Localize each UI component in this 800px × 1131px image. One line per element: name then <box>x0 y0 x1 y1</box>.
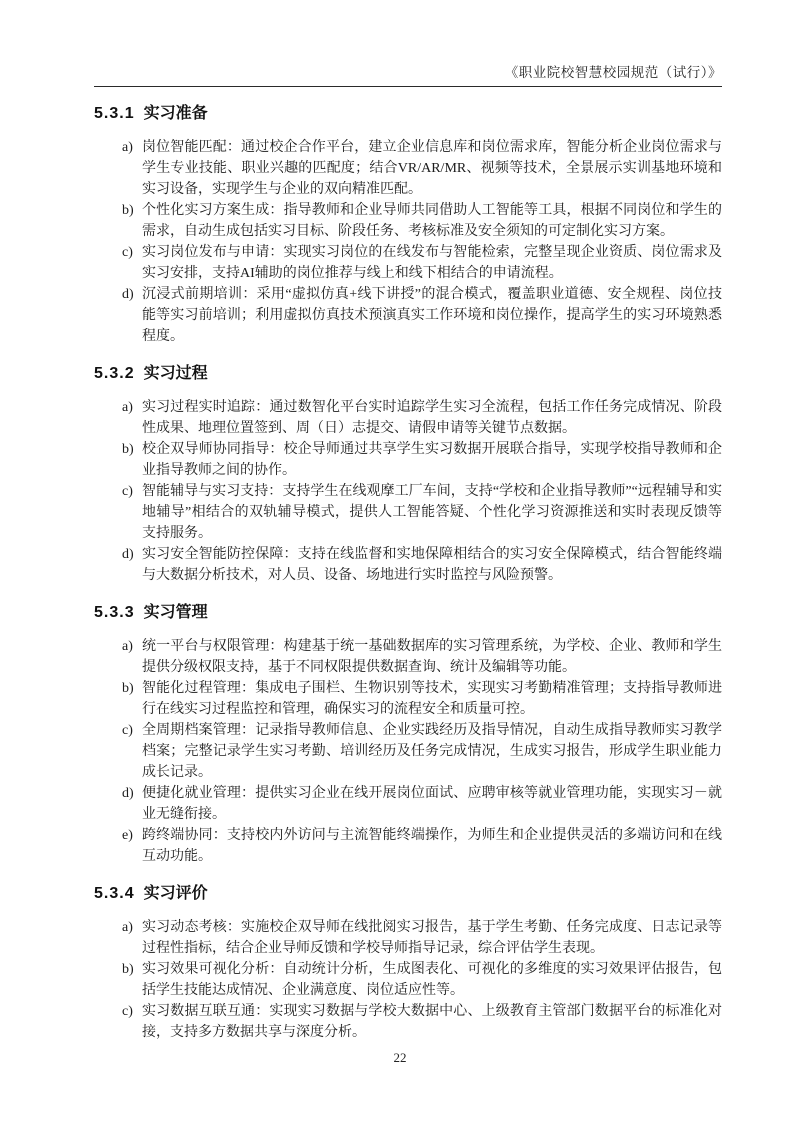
item-label: d) <box>122 547 134 562</box>
page-number: 22 <box>393 1050 407 1065</box>
item-label: a) <box>122 140 133 155</box>
item-text: 便捷化就业管理：提供实习企业在线开展岗位面试、应聘审核等就业管理功能，实现实习－就业无缝衔接。 <box>142 786 722 822</box>
section-5.3.3 <box>94 603 722 867</box>
item-label: b) <box>122 962 134 977</box>
list-item <box>122 397 722 439</box>
section-number: 5.3.2 <box>94 365 135 382</box>
item-text: 实习动态考核：实施校企双导师在线批阅实习报告，基于学生考勤、任务完成度、日志记录等过程性指标，结合企业导师反馈和学校导师指导记录，综合评估学生表现。 <box>142 920 722 956</box>
document-body <box>94 104 722 1043</box>
item-label: b) <box>122 203 134 218</box>
item-label: c) <box>122 484 133 499</box>
section-number: 5.3.3 <box>94 604 135 621</box>
list-item <box>122 678 722 720</box>
section-heading <box>94 884 722 904</box>
item-label: a) <box>122 920 133 935</box>
list-item <box>122 636 722 678</box>
item-text: 实习过程实时追踪：通过数智化平台实时追踪学生实习全流程，包括工作任务完成情况、阶段性成果、地理位置签到、周（日）志提交、请假申请等关键节点数据。 <box>142 400 722 436</box>
item-list <box>94 397 722 586</box>
list-item <box>122 1001 722 1043</box>
item-label: e) <box>122 828 133 843</box>
section-title: 实习管理 <box>143 604 208 621</box>
section-number: 5.3.1 <box>94 105 135 122</box>
item-label: b) <box>122 681 134 696</box>
item-label: d) <box>122 287 134 302</box>
item-label: a) <box>122 639 133 654</box>
item-text: 个性化实习方案生成：指导教师和企业导师共同借助人工智能等工具，根据不同岗位和学生的需求，自动生成包括实习目标、阶段任务、考核标准及安全须知的可定制化实习方案。 <box>142 203 722 239</box>
item-text: 实习数据互联互通：实现实习数据与学校大数据中心、上级教育主管部门数据平台的标准化对接，支持多方数据共享与深度分析。 <box>142 1004 722 1040</box>
section-title: 实习准备 <box>143 105 208 122</box>
item-text: 全周期档案管理：记录指导教师信息、企业实践经历及指导情况，自动生成指导教师实习教学档案；完整记录学生实习考勤、培训经历及任务完成情况，生成实习报告，形成学生职业能力成长记录。 <box>142 723 722 780</box>
page-footer <box>0 1050 800 1066</box>
list-item <box>122 200 722 242</box>
page-header <box>94 0 722 87</box>
item-text: 跨终端协同：支持校内外访问与主流智能终端操作，为师生和企业提供灵活的多端访问和在线互动功能。 <box>142 828 722 864</box>
list-item <box>122 783 722 825</box>
item-list <box>94 636 722 867</box>
list-item <box>122 825 722 867</box>
section-heading <box>94 603 722 623</box>
list-item <box>122 439 722 481</box>
list-item <box>122 544 722 586</box>
section-title: 实习评价 <box>143 885 208 902</box>
item-text: 统一平台与权限管理：构建基于统一基础数据库的实习管理系统，为学校、企业、教师和学生提供分级权限支持，基于不同权限提供数据查询、统计及编辑等功能。 <box>142 639 722 675</box>
section-heading <box>94 104 722 124</box>
header-rule <box>94 86 722 87</box>
list-item <box>122 284 722 347</box>
item-text: 实习岗位发布与申请：实现实习岗位的在线发布与智能检索，完整呈现企业资质、岗位需求及实习安排，支持AI辅助的岗位推荐与线上和线下相结合的申请流程。 <box>142 245 722 281</box>
item-text: 实习安全智能防控保障：支持在线监督和实地保障相结合的实习安全保障模式，结合智能终端与大数据分析技术，对人员、设备、场地进行实时监控与风险预警。 <box>142 547 722 583</box>
list-item <box>122 137 722 200</box>
list-item <box>122 959 722 1001</box>
section-5.3.1 <box>94 104 722 347</box>
item-text: 岗位智能匹配：通过校企合作平台，建立企业信息库和岗位需求库，智能分析企业岗位需求与学生专业技能、职业兴趣的匹配度；结合VR/AR/MR、视频等技术，全景展示实训基地环境和实习设备，实现学生与企业的双向精准匹配。 <box>142 140 722 197</box>
list-item <box>122 481 722 544</box>
item-label: a) <box>122 400 133 415</box>
list-item <box>122 720 722 783</box>
list-item <box>122 917 722 959</box>
item-text: 智能化过程管理：集成电子围栏、生物识别等技术，实现实习考勤精准管理；支持指导教师进行在线实习过程监控和管理，确保实习的流程安全和质量可控。 <box>142 681 722 717</box>
item-list <box>94 137 722 347</box>
item-text: 校企双导师协同指导：校企导师通过共享学生实习数据开展联合指导，实现学校指导教师和企业指导教师之间的协作。 <box>142 442 722 478</box>
item-label: b) <box>122 442 134 457</box>
item-label: d) <box>122 786 134 801</box>
section-title: 实习过程 <box>143 365 208 382</box>
item-text: 沉浸式前期培训：采用“虚拟仿真+线下讲授”的混合模式，覆盖职业道德、安全规程、岗位技能等实习前培训；利用虚拟仿真技术预演真实工作环境和岗位操作，提高学生的实习环境熟悉程度。 <box>142 287 722 344</box>
item-label: c) <box>122 245 133 260</box>
section-number: 5.3.4 <box>94 885 135 902</box>
list-item <box>122 242 722 284</box>
item-text: 智能辅导与实习支持：支持学生在线观摩工厂车间，支持“学校和企业指导教师”“远程辅导和实地辅导”相结合的双轨辅导模式，提供人工智能答疑、个性化学习资源推送和实时表现反馈等支持服务。 <box>142 484 722 541</box>
item-label: c) <box>122 723 133 738</box>
item-list <box>94 917 722 1043</box>
section-5.3.4 <box>94 884 722 1043</box>
section-5.3.2 <box>94 364 722 586</box>
item-label: c) <box>122 1004 133 1019</box>
section-heading <box>94 364 722 384</box>
document-title: 《职业院校智慧校园规范（试行）》 <box>504 65 722 80</box>
item-text: 实习效果可视化分析：自动统计分析，生成图表化、可视化的多维度的实习效果评估报告，包括学生技能达成情况、企业满意度、岗位适应性等。 <box>142 962 722 998</box>
